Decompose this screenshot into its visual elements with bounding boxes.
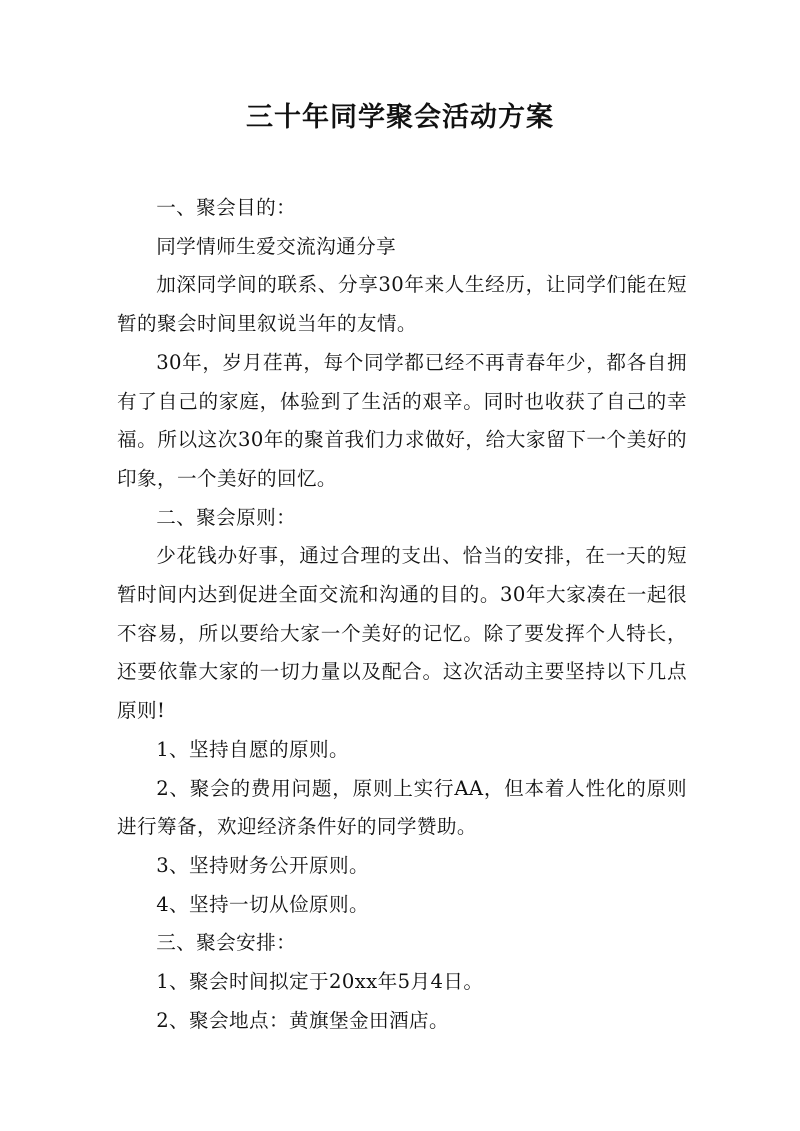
list-item-principle-2: 2、聚会的费用问题，原则上实行AA，但本着人性化的原则进行筹备，欢迎经济条件好的同学赞助。 xyxy=(117,776,687,839)
document-title: 三十年同学聚会活动方案 xyxy=(246,102,554,133)
paragraph-purpose: 加深同学间的联系、分享30年来人生经历，让同学们能在短暂的聚会时间里叙说当年的友情。 xyxy=(117,273,687,336)
paragraph-thirty-years: 30年，岁月荏苒，每个同学都已经不再青春年少，都各自拥有了自己的家庭，体验到了生活的艰辛。同时也收获了自己的幸福。所以这次30年的聚首我们力求做好，给大家留下一个美好的印象，一个美好的回忆。 xyxy=(117,350,687,490)
section-heading-arrangements: 三、聚会安排： xyxy=(156,931,297,955)
paragraph-principles-intro: 少花钱办好事，通过合理的支出、恰当的安排，在一天的短暂时间内达到促进全面交流和沟通的目的。30年大家凑在一起很不容易，所以要给大家一个美好的记忆。除了要发挥个人特长，还要依靠大家的一切力量以及配合。这次活动主要坚持以下几点原则! xyxy=(117,544,687,723)
document-body xyxy=(117,189,687,1040)
section-heading-purpose: 一、聚会目的： xyxy=(156,196,297,219)
list-item-principle-4: 4、坚持一切从俭原则。 xyxy=(156,892,369,916)
section-heading-principles: 二、聚会原则： xyxy=(156,505,297,529)
paragraph-slogan: 同学情师生爱交流沟通分享 xyxy=(156,234,397,258)
list-item-arrangement-2: 2、聚会地点：黄旗堡金田酒店。 xyxy=(156,1008,449,1032)
list-item-principle-1: 1、坚持自愿的原则。 xyxy=(156,737,349,761)
list-item-arrangement-1: 1、聚会时间拟定于20xx年5月4日。 xyxy=(156,970,484,994)
list-item-principle-3: 3、坚持财务公开原则。 xyxy=(156,853,369,877)
